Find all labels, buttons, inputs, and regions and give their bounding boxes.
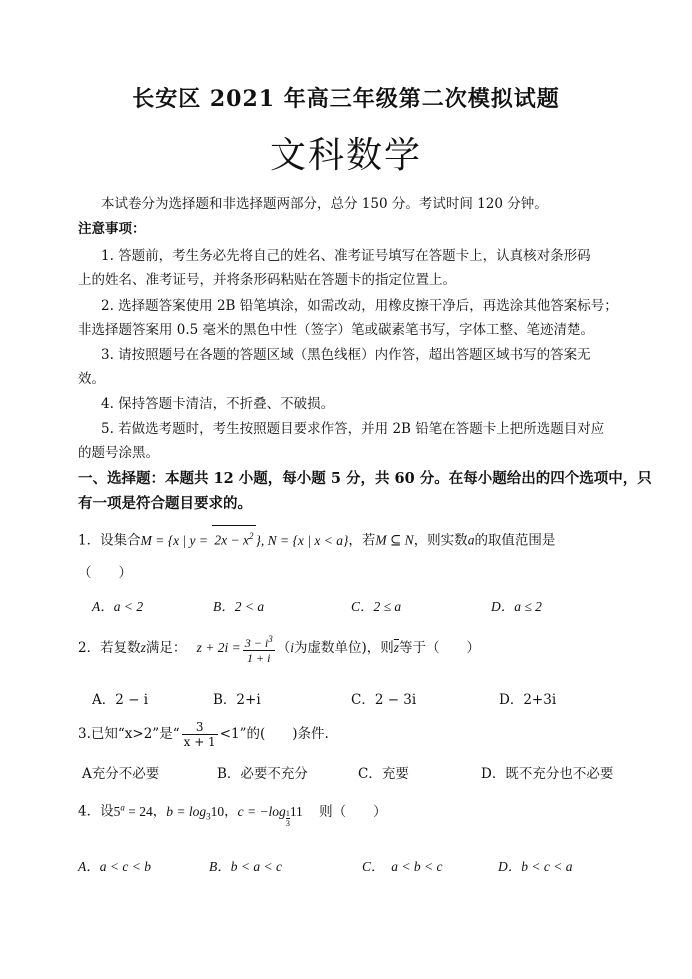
q2-var: z — [140, 640, 146, 655]
q3-option-c: C．充要 — [358, 766, 409, 782]
question-1 — [78, 525, 555, 551]
q4-sep-2: ， — [224, 803, 238, 820]
question-4 — [78, 797, 387, 828]
note-2-line-2: 非选择题答案用 0.5 毫米的黑色中性（签字）笔或碳素笔书写，字体工整、笔迹清楚。 — [78, 322, 595, 338]
note-4: 4. 保持答题卡清洁，不折叠、不破损。 — [101, 396, 335, 412]
q1-subset: M ⊆ N — [375, 532, 414, 548]
q1-tail: ，则实数 — [413, 532, 468, 549]
q1-prefix: 1．设集合 — [78, 532, 141, 549]
q1-option-b: B．2 < a — [213, 599, 265, 614]
q4-sep-1: ， — [152, 803, 167, 820]
subject-title: 文科数学 — [269, 135, 422, 176]
q4-option-a: A．a < c < b — [78, 859, 151, 874]
q4-option-c: C． a < b < c — [362, 859, 443, 874]
section-1-heading-line-1: 一、选择题：本题共 12 小题，每小题 5 分，共 60 分。在每小题给出的四个选项中，只 — [78, 470, 652, 487]
note-3-line-1: 3. 请按照题号在各题的答题区域（黑色线框）内作答，超出答题区域书写的答案无 — [101, 347, 591, 363]
q2-zbar: $\overline{z}$ — [393, 640, 400, 655]
q2-lhs: z + 2i = — [196, 640, 241, 655]
q2-paren-open: （ — [276, 640, 291, 656]
q3-prefix: 3.已知“x>2”是“ — [78, 726, 180, 742]
q2-tail: 等于（ ） — [399, 640, 481, 656]
q2-option-a: A．2 − i — [92, 692, 149, 708]
q2-fraction: $\frac{3 - i^3}{1 + i}$ — [244, 634, 273, 665]
q4-a-expr: $5^a = 24$ — [113, 802, 153, 819]
q1-var: a — [467, 532, 475, 548]
sqrt-symbol: $2x - x^2$ — [212, 525, 255, 551]
note-1-line-1: 1. 答题前，考生务必先将自己的姓名、准考证号填写在答题卡上，认真核对条形码 — [101, 248, 591, 264]
q1-mid: ，若 — [348, 532, 376, 549]
q2-option-d: D．2+3i — [499, 692, 557, 708]
notes-heading: 注意事项： — [78, 221, 146, 237]
q3-tail: <1”的( )条件. — [219, 726, 329, 742]
intro-text: 本试卷分为选择题和非选择题两部分，总分 150 分。考试时间 120 分钟。 — [101, 196, 548, 212]
q4-option-d: D．b < c < a — [498, 859, 573, 874]
q1-option-d: D．a ≤ 2 — [491, 599, 542, 614]
q1-set-m: M = {x | $y = 2x - x^2$ }, N = {x | x < a} — [141, 533, 349, 548]
note-3-line-2: 效。 — [78, 371, 105, 387]
q1-option-c: C．2 ≤ a — [351, 599, 402, 614]
q2-prefix: 2．若复数 — [78, 640, 141, 656]
q1-option-a: A．a < 2 — [92, 599, 144, 614]
exam-title: 长安区 2021 年高三年级第二次模拟试题 — [132, 86, 560, 112]
q2-option-c: C．2 − 3i — [351, 692, 417, 708]
q4-option-b: B．b < a < c — [209, 859, 282, 874]
q3-fraction: $\frac{3}{x + 1}$ — [183, 720, 216, 749]
q3-option-d: D．既不充分也不必要 — [481, 766, 614, 782]
q1-answer-paren: （ ） — [78, 565, 132, 581]
q2-option-b: B．2+i — [213, 692, 261, 708]
q4-c-expr: c = −log $\frac{1}{3}$ 11 — [237, 803, 303, 828]
q3-option-b: B．必要不充分 — [217, 766, 308, 782]
note-1-line-2: 上的姓名、准考证号，并将条形码粘贴在答题卡的指定位置上。 — [78, 272, 456, 288]
q2-note: 为虚数单位)，则 — [293, 640, 394, 656]
question-3 — [78, 720, 329, 749]
section-1-heading-line-2: 有一项是符合题目要求的。 — [78, 495, 252, 512]
note-5-line-2: 的题号涂黑。 — [78, 445, 159, 461]
question-2 — [78, 632, 480, 665]
q2-mid: 满足： — [145, 640, 187, 656]
q4-b-expr: $b = \log_310$ — [166, 803, 225, 822]
q3-option-a: A充分不必要 — [82, 766, 160, 782]
q2-i-var: i — [290, 640, 294, 655]
q1-tail2: 的取值范围是 — [474, 532, 556, 549]
note-5-line-1: 5. 若做选考题时，考生按照题目要求作答，并用 2B 铅笔在答题卡上把所选题目对应 — [101, 421, 605, 437]
q4-prefix: 4．设 — [78, 803, 114, 820]
q4-tail: 则（ ） — [319, 803, 387, 820]
note-2-line-1: 2. 选择题答案使用 2B 铅笔填涂，如需改动，用橡皮擦干净后，再选涂其他答案标号； — [101, 298, 618, 314]
